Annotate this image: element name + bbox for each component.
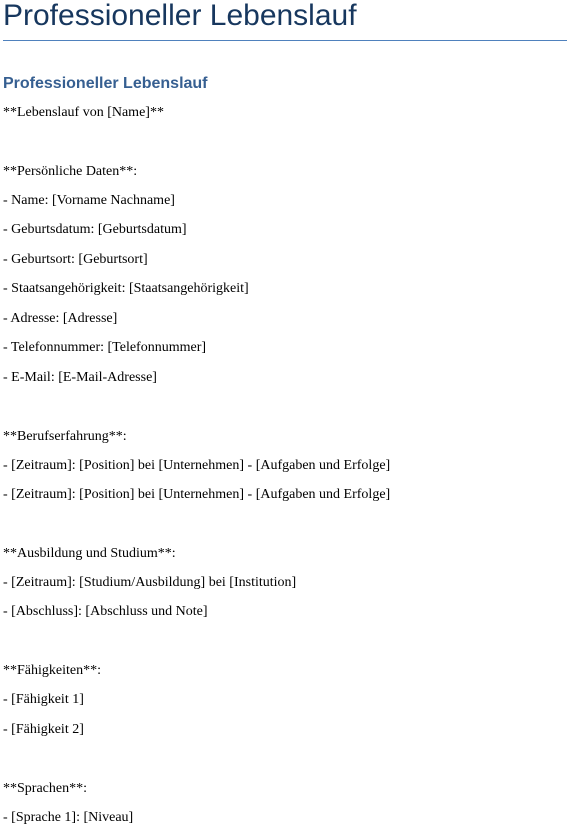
list-item-nationality: - Staatsangehörigkeit: [Staatsangehörigkeit] [3,281,249,296]
list-item-skill-1: - [Fähigkeit 1] [3,692,84,707]
list-item-education: - [Zeitraum]: [Studium/Ausbildung] bei [Institution] [3,575,297,590]
section-heading-education: **Ausbildung und Studium**: [3,546,176,561]
list-item-email: - E-Mail: [E-Mail-Adresse] [3,370,157,385]
list-item-work-1: - [Zeitraum]: [Position] bei [Unternehmen] - [Aufgaben und Erfolge] [3,458,391,473]
section-heading-personal-data: **Persönliche Daten**: [3,164,138,179]
list-item-skill-2: - [Fähigkeit 2] [3,722,84,737]
list-item-work-2: - [Zeitraum]: [Position] bei [Unternehmen] - [Aufgaben und Erfolge] [3,487,391,502]
section-heading-work-experience: **Berufserfahrung**: [3,429,127,444]
list-item-degree: - [Abschluss]: [Abschluss und Note] [3,604,208,619]
list-item-birth-place: - Geburtsort: [Geburtsort] [3,252,148,267]
section-heading-languages: **Sprachen**: [3,781,87,796]
title-divider [3,40,567,41]
document-title: Professioneller Lebenslauf [3,0,357,32]
list-item-language-1: - [Sprache 1]: [Niveau] [3,810,134,825]
list-item-name: - Name: [Vorname Nachname] [3,193,175,208]
list-item-address: - Adresse: [Adresse] [3,311,118,326]
section-heading-skills: **Fähigkeiten**: [3,663,101,678]
list-item-phone: - Telefonnummer: [Telefonnummer] [3,340,207,355]
document-heading: Professioneller Lebenslauf [3,75,208,92]
resume-owner-line: **Lebenslauf von [Name]** [3,105,164,120]
list-item-birth-date: - Geburtsdatum: [Geburtsdatum] [3,222,187,237]
